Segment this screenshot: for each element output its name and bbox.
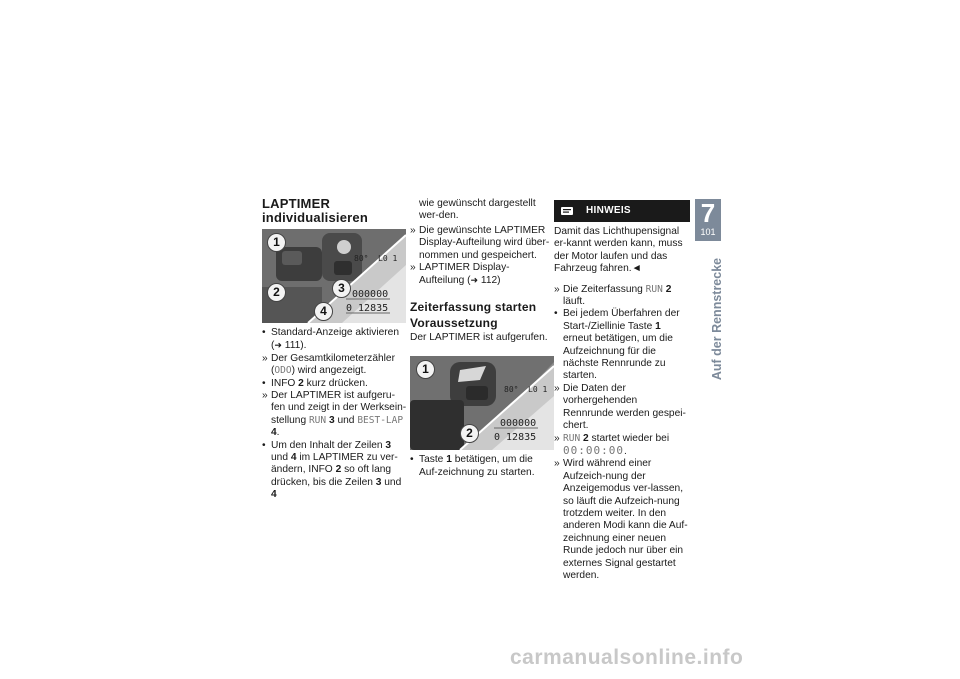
text-run: Wird während einer Aufzeich-nung der Anzeigemodus ver-lassen, so läuft die Aufzeich-nung trotzdem weiter. In den anderen Modi kann die Auf-zeichnung einer neuen Runde jedoch nur über ein externes Signal gestartet werden. bbox=[563, 458, 688, 581]
note-text bbox=[554, 226, 690, 276]
list-item bbox=[410, 262, 550, 288]
text-run: läuft. bbox=[563, 296, 586, 308]
callout-2: 2 bbox=[267, 283, 286, 302]
list-item bbox=[554, 433, 690, 459]
callout-2: 2 bbox=[460, 424, 479, 443]
hand-note-icon bbox=[560, 204, 574, 218]
callout-ref: 2 bbox=[335, 464, 342, 476]
instruction-list-2-bottom bbox=[410, 454, 550, 479]
callout-3: 3 bbox=[332, 279, 351, 298]
list-item bbox=[554, 284, 690, 309]
side-title: Auf der Rennstrecke bbox=[710, 257, 724, 381]
display-speed: 80° bbox=[504, 385, 519, 395]
callout-ref: 4 bbox=[271, 427, 277, 439]
continuation-text: wie gewünscht dargestellt wer-den. bbox=[419, 198, 536, 222]
text-run: LAPTIMER Display-Aufteilung ( bbox=[419, 262, 510, 287]
list-item bbox=[554, 308, 690, 382]
section-heading-laptimer: LAPTIMER individualisieren bbox=[262, 196, 368, 225]
callout-ref: 4 bbox=[290, 452, 297, 464]
text-run: Der Gesamtkilometerzähler ( bbox=[271, 352, 395, 377]
list-item bbox=[554, 458, 690, 582]
callout-ref: 2 bbox=[298, 377, 304, 389]
prerequisite-text: Der LAPTIMER ist aufgerufen. bbox=[410, 331, 548, 343]
list-item bbox=[262, 353, 407, 378]
note-label: HINWEIS bbox=[586, 205, 631, 216]
text-run: startet wieder bei bbox=[588, 432, 670, 444]
column-1 bbox=[262, 197, 407, 502]
text-run: Die Zeiterfassung bbox=[563, 283, 646, 295]
display-text: 00:00:00 bbox=[563, 443, 624, 457]
display-lap: L0 1 bbox=[528, 385, 548, 395]
column-3 bbox=[554, 200, 690, 582]
display-text: RUN bbox=[645, 283, 663, 295]
text-run: so oft lang drücken, bis die Zeilen bbox=[271, 464, 392, 488]
text-run: Die gewünschte LAPTIMER Display-Aufteilung wird über-nommen und gespeichert. bbox=[419, 224, 550, 261]
callout-4: 4 bbox=[314, 302, 333, 321]
page-ref-arrow-icon: ➜ bbox=[274, 340, 282, 351]
list-item bbox=[410, 225, 550, 262]
text-run: Taste bbox=[419, 454, 447, 466]
display-row-4: 0 12835 bbox=[494, 432, 537, 444]
column-2 bbox=[410, 198, 550, 479]
display-text: ODO bbox=[274, 365, 292, 377]
list-item bbox=[262, 440, 407, 502]
callout-ref: 1 bbox=[655, 320, 661, 332]
list-item bbox=[262, 378, 407, 390]
callout-ref: 3 bbox=[385, 439, 392, 451]
chapter-tab bbox=[695, 199, 721, 241]
callout-ref: 2 bbox=[665, 283, 672, 295]
list-item bbox=[262, 390, 407, 440]
display-text: RUN bbox=[308, 414, 327, 426]
text-run: Standard-Anzeige aktivieren ( bbox=[271, 327, 399, 352]
display-speed: 80° bbox=[354, 254, 369, 263]
callout-ref: 2 bbox=[583, 432, 589, 444]
callout-1: 1 bbox=[416, 360, 435, 379]
text-run: Die Daten der vorhergehenden Rennrunde werden gespei-chert. bbox=[563, 382, 686, 432]
page-number: 101 bbox=[700, 227, 716, 237]
text-run: Um den Inhalt der Zeilen bbox=[271, 439, 386, 451]
text-run: betätigen, um die Auf-zeichnung zu starten. bbox=[419, 454, 535, 478]
figure-handlebar-button bbox=[410, 356, 554, 450]
callout-ref: 3 bbox=[375, 476, 382, 488]
text-run: ) wird angezeigt. bbox=[291, 365, 367, 377]
text-run: 112) bbox=[478, 275, 501, 287]
figure-handlebar-display bbox=[262, 229, 406, 323]
chapter-number: 7 bbox=[700, 198, 716, 228]
display-lap: L0 1 bbox=[378, 254, 398, 263]
text-run: Der LAPTIMER ist aufgeru-fen und zeigt in der Werksein-stellung bbox=[271, 390, 407, 426]
page-ref-arrow-icon: ➜ bbox=[470, 275, 479, 286]
note-bar bbox=[554, 200, 690, 222]
text-run: INFO bbox=[271, 377, 299, 389]
note-end-marker: ◄ bbox=[631, 263, 642, 275]
list-item bbox=[262, 327, 407, 353]
display-row-3: 000000 bbox=[500, 418, 537, 430]
text-run: im LAPTIMER zu ver-ändern, INFO bbox=[271, 452, 398, 476]
callout-ref: 4 bbox=[271, 489, 277, 501]
list-item bbox=[554, 383, 690, 433]
instruction-list-2-top bbox=[410, 225, 550, 288]
callout-1: 1 bbox=[267, 233, 286, 252]
instruction-list-3 bbox=[554, 284, 690, 583]
callout-ref: 1 bbox=[446, 454, 452, 466]
section-heading-zeiterfassung: Zeiterfassung starten bbox=[410, 299, 537, 314]
text-run: 111). bbox=[281, 340, 307, 352]
text-run: . bbox=[623, 445, 627, 457]
text-run: und bbox=[381, 476, 402, 488]
side-title-container bbox=[707, 242, 724, 402]
list-item bbox=[410, 454, 550, 479]
text-run: erneut betätigen, um die Aufzeichnung für die nächste Rennrunde zu starten. bbox=[563, 333, 673, 382]
text-run: kurz drücken. bbox=[303, 377, 368, 389]
text-run: . bbox=[276, 427, 280, 439]
note-text-body: Damit das Lichthupensignal er-kannt werden kann, muss der Motor laufen und das Fahrzeug fahren. bbox=[554, 226, 683, 275]
display-text: BEST-LAP bbox=[357, 414, 404, 426]
display-row-3: 000000 bbox=[352, 289, 389, 300]
display-row-4: 0 12835 bbox=[346, 303, 389, 314]
display-text: RUN bbox=[563, 432, 581, 444]
instruction-list-1 bbox=[262, 327, 407, 502]
subheading-voraussetzung: Voraussetzung bbox=[410, 315, 498, 330]
callout-ref: 3 bbox=[328, 414, 335, 426]
watermark: carmanualsonline.info bbox=[510, 646, 744, 669]
text-run: Bei jedem Überfahren der Start-/Ziellinie Taste bbox=[563, 308, 680, 332]
text-run: und bbox=[334, 414, 358, 426]
text-run: und bbox=[271, 452, 291, 464]
